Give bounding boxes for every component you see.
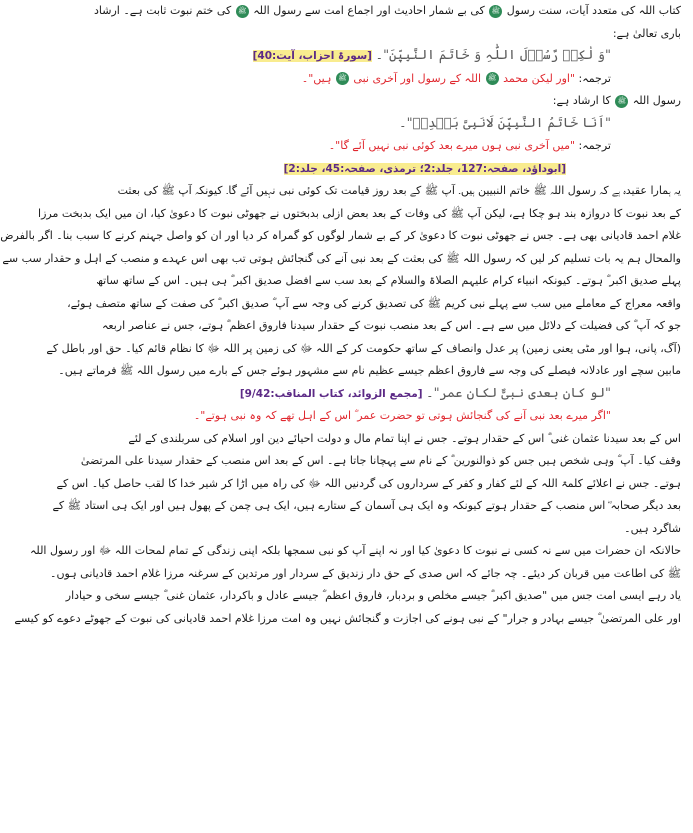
hadith-reference: [ابوداؤد، صفحہ:127، جلد:2؛ ترمذی، صفحہ:45، جلد:2]	[283, 162, 566, 175]
para-belief-line: والمحال ہم یہ بات تسلیم کر لیں کہ رسول اللہ ﷺ کی بعثت کے بعد نبی آنے کی گنجائش ہوتی تب بھی اس عہدے و منصب کے اہل و حقدار سب سے	[2, 251, 681, 265]
para-successors-line: ہوتے۔ جس نے اعلائے کلمۃ اللہ کے لئے کفار و کفر کے سرداروں کی گردنیں اللہ ﷻ کی راہ میں اڑا کر شیر خدا کا لقب حاصل کیا۔ اس کے	[56, 476, 681, 490]
quran-verse	[110, 45, 681, 68]
hadith2-translation: "اگر میرے بعد نبی آنے کی گنجائش ہوتی تو حضرت عمر ؓ اس کے اہل تھے کہ وہ نبی ہوتے"۔	[193, 409, 611, 422]
para-belief-line: پہلے صدیق اکبر ؓ ہوتے۔ کیونکہ انبیاء کرام علیہم الصلاۃ والسلام کے بعد سب سے افضل صدیق اکبر ؓ ہی ہیں۔ اس کے ساتھ ساتھ	[96, 274, 681, 287]
sallallahu-icon: ﷺ	[489, 5, 502, 18]
para-belief-line: واقعہ معراج کے معاملے میں سب سے پہلے نبی کریم ﷺ کی تصدیق کرنے کی وجہ سے آپ ؓ صدیق اکبر ؓ کی صفت کے ساتھ متصف ہوئے،	[67, 296, 681, 310]
para-conclusion-line: حالانکہ ان حضرات میں سے نہ کسی نے نبوت کا دعویٰ کیا اور نہ اپنے آپ کو نبی سمجھا بلکہ اپنی زندگی کے تمام لمحات اللہ ﷻ اور رسول اللہ	[29, 544, 681, 557]
para-intro-line-1: کتاب اللہ کی متعدد آیات، سنت رسول ﷺ کی بے شمار احادیث اور اجماع امت سے رسول اللہ ﷺ کی ختم نبوت ثابت ہے۔ ارشاد	[94, 4, 681, 17]
sallallahu-icon: ﷺ	[615, 95, 628, 108]
hadith-arabic: "اَنَا خَاتَمُ النَّبِیّٖنَ لَانَبِیَّ بَعۡدِیۡ"۔	[398, 115, 611, 131]
para-conclusion-line: اور علی المرتضیٰ ؓ جیسے بہادر و جرار" کے نبی ہونے کی اجازت و گنجائش نہیں وہ امت مرزا غلام احمد قادیانی کی نبوت کے جھوٹے دعوے کو کیسے	[14, 611, 681, 625]
para-intro-line-2: باری تعالیٰ ہے:	[612, 26, 681, 40]
para-successors-line: شاگرد ہیں۔	[624, 521, 681, 535]
hadith-intro: رسول اللہ ﷺ کا ارشاد ہے:	[552, 94, 681, 107]
para-successors-line: بعد دیگر صحابہ ؓ اس منصب کے حقدار ہوتے کیونکہ وہ ایک ہی آسمان کے ستارے ہیں، ایک ہی چمن کے پھول ہیں اور ایک ہی استاد ﷺ کے	[52, 499, 681, 512]
para-successors-line: وقف کیا۔ آپ ؓ وہی شخص ہیں جس کو ذوالنورین ؓ کے نام سے پہچانا جاتا ہے۔ اس کے بعد اس منصب کے حقدار سیدنا علی المرتضیٰ	[80, 454, 681, 467]
quran-translation: ترجمہ: "اور لیکن محمد ﷺ اللہ کے رسول اور آخری نبی ﷺ ہیں"۔	[301, 71, 611, 85]
sallallahu-icon: ﷺ	[486, 72, 499, 85]
quran-reference: [سورۃ احزاب، آیت:40]	[252, 50, 372, 62]
para-conclusion-line: ﷺ کی اطاعت میں قربان کر دیئے۔ چہ جائے کہ اس صدی کے حق دار زندیق کے سردار اور مرتدین کے سرغنہ مرزا غلام احمد قادیانی ہوں۔	[50, 566, 681, 580]
para-successors-line: اس کے بعد سیدنا عثمان غنی ؓ اس کے حقدار ہوتے۔ جس نے اپنا تمام مال و دولت احیائے دین اور اسلام کی سربلندی کے لئے	[128, 431, 681, 445]
para-belief-line: مابین سچے اور عادلانہ فیصلے کی وجہ سے فاروق اعظم جیسے عظیم نام سے مشہور ہوئے جس کے بارے میں رسول اللہ ﷺ فرماتے ہیں۔	[58, 364, 681, 377]
para-belief-line: کے بعد نبوت کا دروازہ بند ہو چکا ہے، لیکن آپ ﷺ کی وفات کے بعد بعض ازلی بدبختوں نے جھوٹی نبوت کا دعویٰ کیا، ان میں ایک بدبخت مرزا	[38, 206, 681, 220]
para-belief-line: یہ ہمارا عقیدہ ہے کہ رسول اللہ ﷺ خاتم النبیین ہیں۔ آپ ﷺ کے بعد روز قیامت تک کوئی نبی نہیں آئے گا۔ کیونکہ آپ ﷺ کی بعثت	[117, 184, 681, 197]
para-belief-line: غلام احمد قادیانی بھی ہے۔ جس نے جھوٹی نبوت کا دعویٰ کر کے بے شمار لوگوں کو گمراہ کر دیا اور ان کو واصل جہنم کرنے کا سبب بنا۔ اگر بالفرض	[0, 229, 681, 242]
sallallahu-icon: ﷺ	[336, 72, 349, 85]
hadith2-reference: [مجمع الزوائد، کتاب المناقب:9/42]	[239, 387, 423, 400]
para-belief-line: جو کہ آپ ؓ کی فضیلت کے دلائل میں سے ہے۔ اس کے بعد منصب نبوت کے حقدار سیدنا فاروق اعظم ؓ ہوتے، جس نے عناصر اربعہ	[101, 319, 681, 332]
hadith-translation: ترجمہ: "میں آخری نبی ہوں میرے بعد کوئی نبی نہیں آئے گا"۔	[328, 139, 611, 152]
sallallahu-icon: ﷺ	[236, 5, 249, 18]
para-belief-line: (آگ، پانی، ہوا اور مٹی یعنی زمین) پر عدل وانصاف کے ساتھ حکومت کر کے اللہ ﷻ کی زمین پر اللہ ﷻ کا نظام قائم کیا۔ حق اور باطل کے	[46, 341, 681, 355]
quran-arabic-text: "وَ لٰکِنۡ رَّسُوۡلَ اللّٰہِ وَ خَاتَمَ النَّبِیّٖنَ"۔	[375, 48, 611, 63]
hadith2-arabic: "لو کان بعدی نبیٌّ لکان عمر"۔ [مجمع الزوائد، کتاب المناقب:9/42]	[239, 385, 611, 401]
para-conclusion-line: یاد رہے ایسی امت جس میں "صدیق اکبر ؓ جیسے مخلص و بردبار، فاروق اعظم ؓ جیسے عادل و باکردار، عثمان غنی ؓ جیسے سخی و حیادار	[65, 589, 681, 602]
